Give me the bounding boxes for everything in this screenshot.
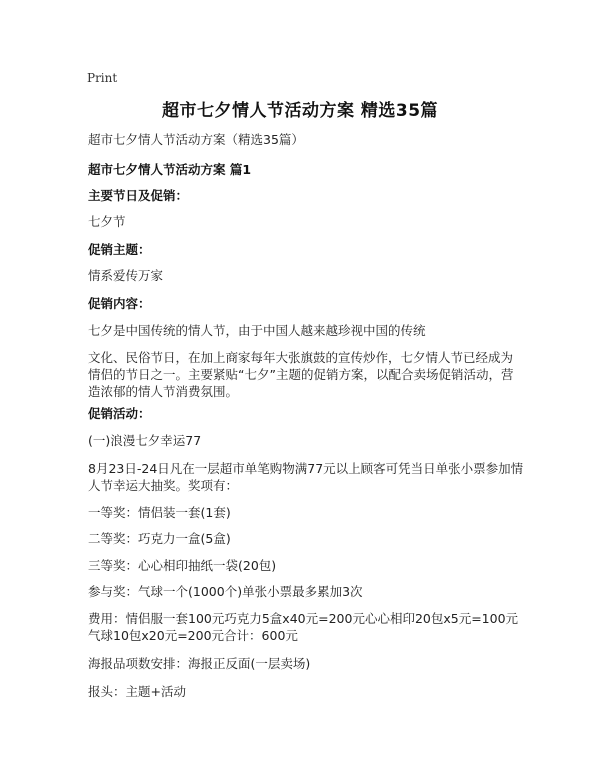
heading-promo-content: 促销内容： bbox=[88, 296, 151, 311]
heading-promo-activity: 促销活动： bbox=[88, 406, 151, 421]
text-promo-theme: 情系爱传万家 bbox=[88, 268, 164, 283]
document-subtitle: 超市七夕情人节活动方案（精选35篇） bbox=[88, 132, 304, 147]
text-third-prize: 三等奖：心心相印抽纸一袋(20包) bbox=[88, 558, 277, 573]
text-header: 报头：主题+活动 bbox=[88, 684, 186, 699]
print-label[interactable]: Print bbox=[87, 71, 118, 85]
heading-promo-theme: 促销主题： bbox=[88, 242, 151, 257]
text-intro: 七夕是中国传统的情人节，由于中国人越来越珍视中国的传统 bbox=[88, 323, 426, 338]
text-lottery-rule: 8月23日-24日凡在一层超市单笔购物满77元以上顾客可凭当日单张小票参加情人节幸运大抽奖。奖项有： bbox=[88, 461, 524, 493]
text-second-prize: 二等奖：巧克力一盒(5盒) bbox=[88, 531, 231, 546]
text-festival: 七夕节 bbox=[88, 214, 126, 229]
text-description: 文化、民俗节日，在加上商家每年大张旗鼓的宣传炒作，七夕情人节已经成为情侣的节日之一。主要紧贴“七夕”主题的促销方案，以配合卖场促销活动，营造浓郁的情人节消费氛围。 bbox=[88, 350, 514, 399]
heading-main-festival: 主要节日及促销： bbox=[88, 188, 189, 203]
text-participation-prize: 参与奖：气球一个(1000个)单张小票最多累加3次 bbox=[88, 584, 363, 599]
text-first-prize: 一等奖：情侣装一套(1套) bbox=[88, 505, 231, 520]
document-title: 超市七夕情人节活动方案 精选35篇 bbox=[161, 101, 439, 121]
text-activity-1: (一)浪漫七夕幸运77 bbox=[88, 433, 202, 448]
text-poster-arrangement: 海报品项数安排：海报正反面(一层卖场) bbox=[88, 656, 311, 671]
text-cost: 费用：情侣服一套100元巧克力5盒x40元=200元心心相印20包x5元=100元气球10包x20元=200元合计：600元 bbox=[88, 611, 519, 643]
section-title: 超市七夕情人节活动方案 篇1 bbox=[88, 162, 252, 177]
